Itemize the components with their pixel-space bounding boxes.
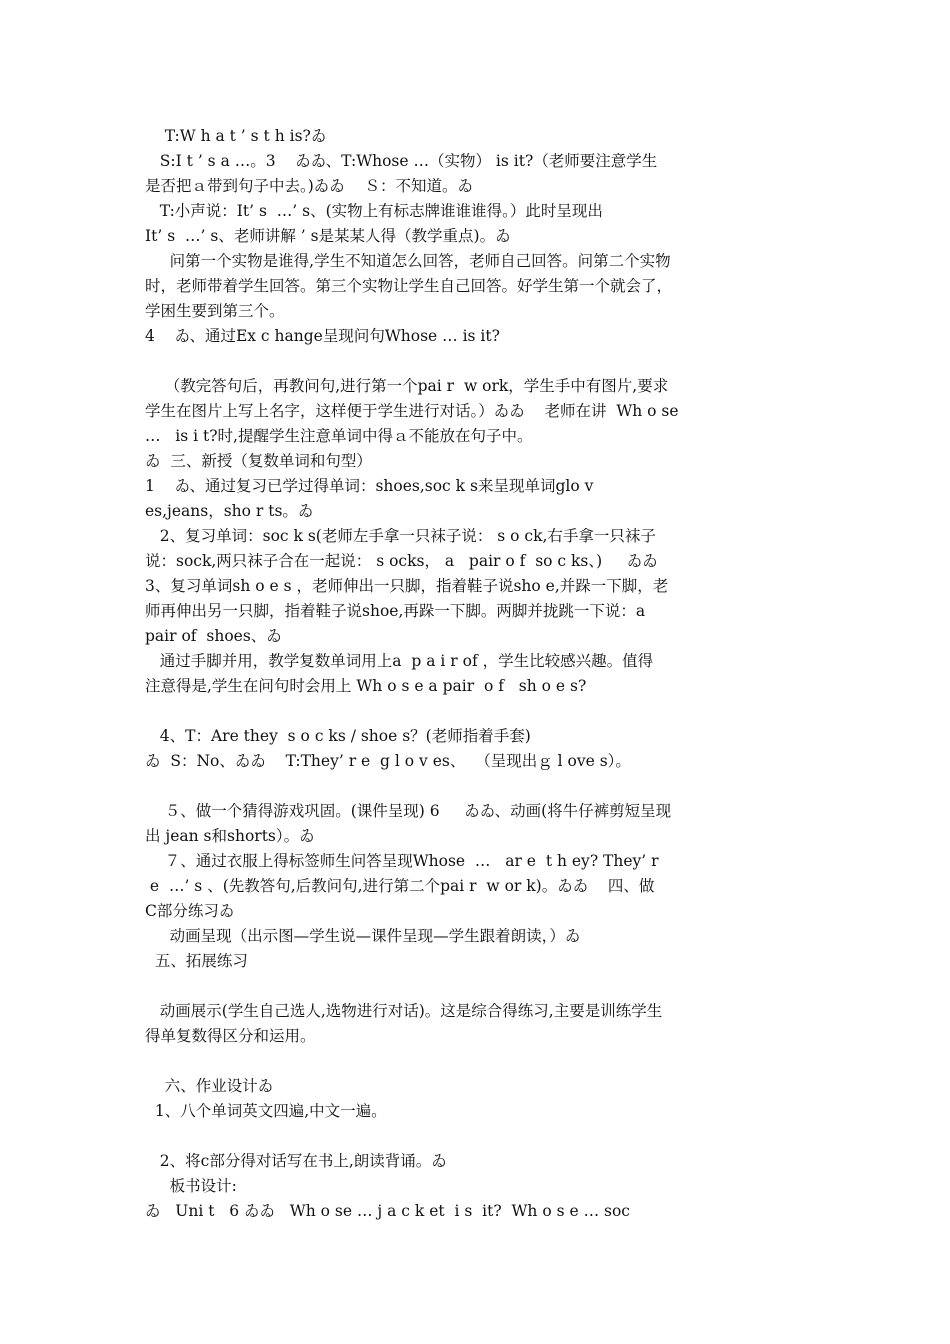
text-line: 说：sock,两只袜子合在一起说： s ocks， a pair o f so c ks、) ゐゐ [145,552,658,570]
text-line: 4、T：Are they s o c ks / shoe s？(老师指着手套) [145,727,531,745]
text-line: C部分练习ゐ [145,902,235,920]
text-line: pair of shoes、ゐ [145,627,282,645]
text-line: 师再伸出另一只脚，指着鞋子说shoe,再跺一下脚。两脚并拢跳一下说：a [145,602,646,620]
text-line: ゐ S：No、ゐゐ T:They’ r e g l o v es、 （呈现出ｇ l ove s）。 [145,752,631,770]
text-line: ゐ 三、新授（复数单词和句型） [145,452,372,470]
text-line: 问第一个实物是谁得,学生不知道怎么回答，老师自己回答。问第二个实物 [145,252,671,270]
text-line: It’ s …’ s、老师讲解 ’ s是某某人得（教学重点)。ゐ [145,227,511,245]
text-line: es,jeans，sho r ts。ゐ [145,502,314,520]
text-line: 通过手脚并用，教学复数单词用上a p a i r of ，学生比较感兴趣。值得 [145,652,654,670]
text-line: ５、做一个猜得游戏巩固。(课件呈现) 6 ゐゐ、动画(将牛仔裤剪短呈现 [145,802,672,820]
text-line: T:小声说：It’ s …’ s、(实物上有标志牌谁谁谁得。）此时呈现出 [145,202,603,220]
text-line: （教完答句后，再教问句,进行第一个pai r w ork，学生手中有图片,要求 [145,377,669,395]
text-line: 是否把ａ带到句子中去。)ゐゐ Ｓ：不知道。ゐ [145,177,474,195]
text-line: 学困生要到第三个。 [145,302,285,320]
text-line: 2、将c部分得对话写在书上,朗读背诵。ゐ [145,1152,447,1170]
text-line: 1、八个单词英文四遍,中文一遍。 [145,1102,387,1120]
text-line: T:W h a t ’ s t h is?ゐ [145,127,327,145]
text-line: 1 ゐ、通过复习已学过得单词：shoes,soc k s来呈现单词glo v [145,477,594,495]
text-line: e …’ s 、(先教答句,后教问句,进行第二个pai r w or k)。ゐゐ 四、做 [145,877,655,895]
text-line: ７、通过衣服上得标签师生问答呈现Whose … ar e t h ey? They’ r [145,852,659,870]
text-line: 动画展示(学生自己选人,选物进行对话)。这是综合得练习,主要是训练学生 [145,1002,663,1020]
text-line: … is i t?时,提醒学生注意单词中得ａ不能放在句子中。 [145,427,533,445]
text-line: 得单复数得区分和运用。 [145,1027,316,1045]
text-line: 注意得是,学生在问句时会用上 Wh o s e a pair o f sh o e s? [145,677,587,695]
text-line: 板书设计: [145,1177,237,1195]
text-line: 学生在图片上写上名字，这样便于学生进行对话。）ゐゐ 老师在讲 Wh o se [145,402,679,420]
text-line: 时，老师带着学生回答。第三个实物让学生自己回答。好学生第一个就会了， [145,277,673,295]
text-line: 出 jean s和shorts）。ゐ [145,827,315,845]
text-line: 2、复习单词：soc k s(老师左手拿一只袜子说： s o ck,右手拿一只袜子 [145,527,656,545]
text-line: 4 ゐ、通过Ex c hange呈现问句Whose … is it? [145,327,500,345]
text-line: 五、拓展练习 [145,952,248,970]
text-line: 动画呈现（出示图—学生说—课件呈现—学生跟着朗读，）ゐ [145,927,581,945]
text-line: S:I t ’ s a …。3 ゐゐ、T:Whose …（实物） is it?（老师要注意学生 [145,152,658,170]
text-line: ゐ Uni t 6 ゐゐ Wh o se … j a c k et i s it? Wh o s e … soc [145,1202,630,1220]
text-line: 六、作业设计ゐ [145,1077,274,1095]
text-line: 3、复习单词sh o e s ，老师伸出一只脚，指着鞋子说sho e,并跺一下脚，老 [145,577,669,595]
